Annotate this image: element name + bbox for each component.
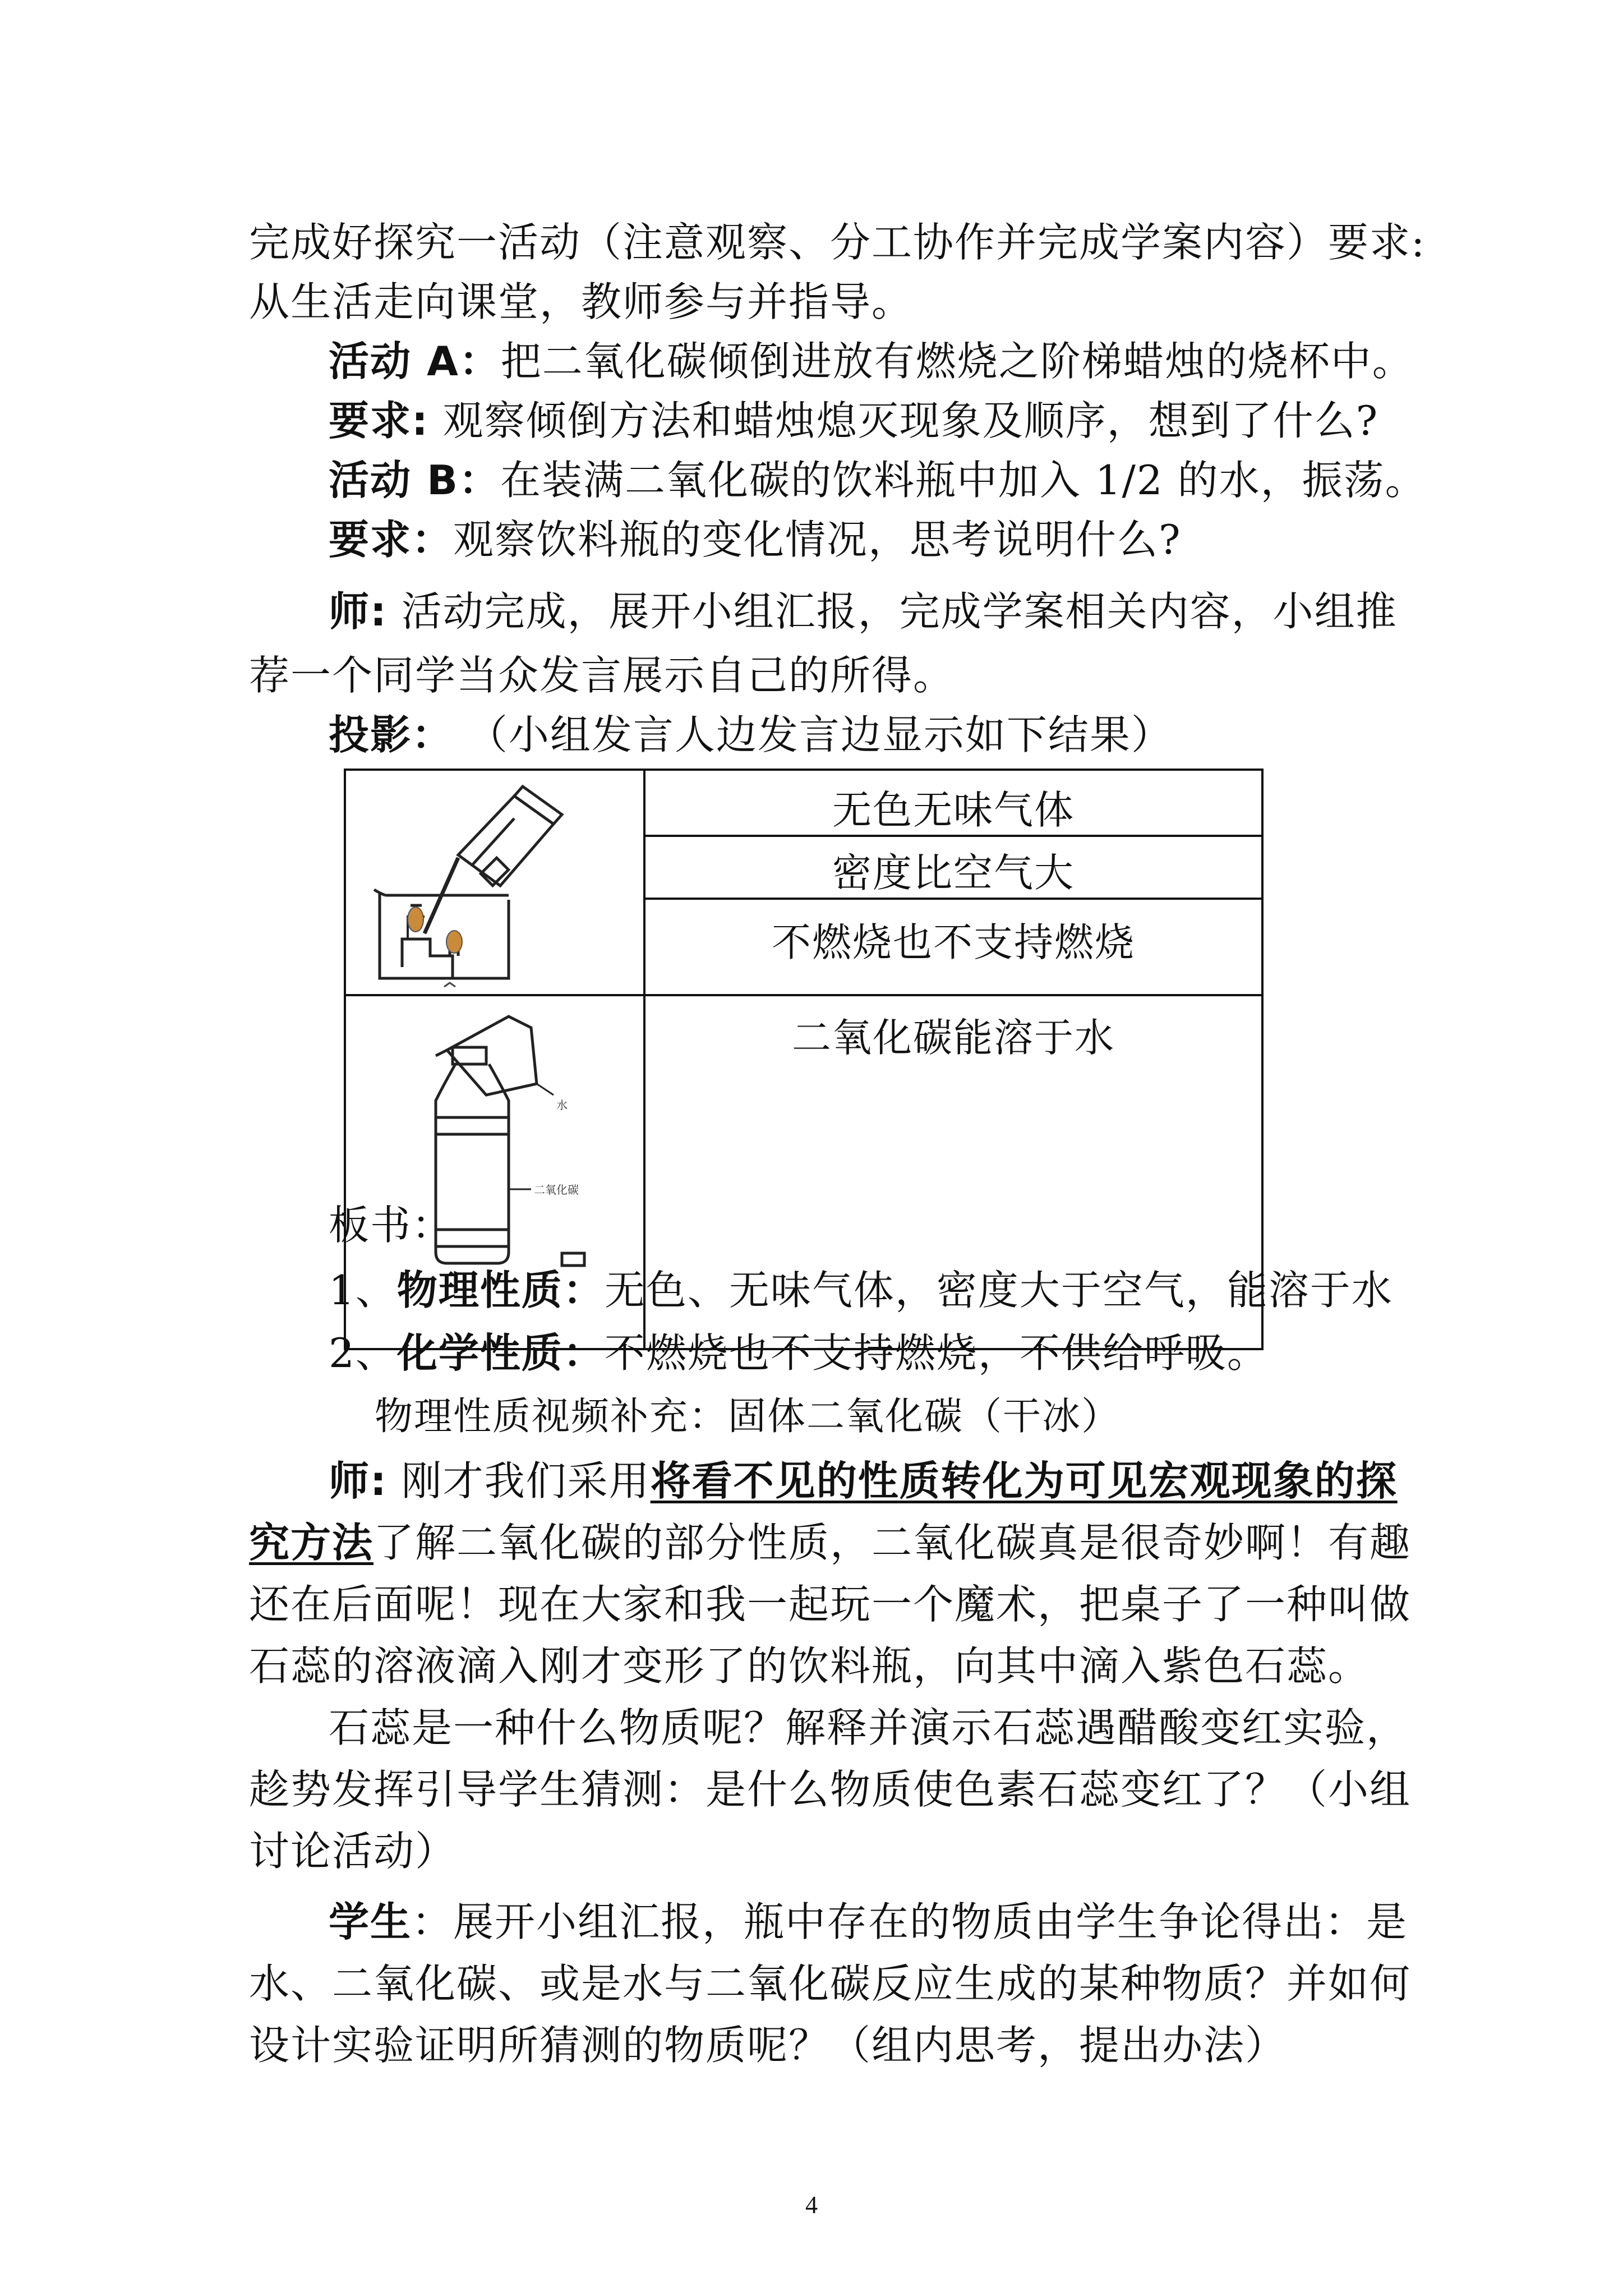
table-cell: 二氧化碳能溶于水 bbox=[792, 1015, 1115, 1061]
projection-label: 投影： bbox=[329, 711, 454, 758]
page-number: 4 bbox=[805, 2191, 818, 2219]
activity-b-label: 活动 B： bbox=[329, 457, 500, 504]
requirement-b bbox=[329, 510, 1484, 569]
requirement-a-label: 要求: bbox=[329, 397, 429, 444]
projection-line bbox=[329, 706, 1484, 764]
requirement-a bbox=[329, 392, 1484, 450]
paragraph-line: 水、二氧化碳、或是水与二氧化碳反应生成的某种物质？并如何 bbox=[249, 1960, 1412, 2007]
teacher-text: 了解二氧化碳的部分性质，二氧化碳真是很奇妙啊！有趣 bbox=[374, 1519, 1412, 1566]
table-cell: 密度比空气大 bbox=[832, 850, 1075, 896]
requirement-b-text: 观察饮料瓶的变化情况，思考说明什么? bbox=[453, 516, 1182, 563]
candle-experiment-image bbox=[346, 771, 645, 994]
candle-beaker-illustration bbox=[346, 771, 643, 994]
activity-a-text: 把二氧化碳倾倒进放有燃烧之阶梯蜡烛的烧杯中。 bbox=[500, 338, 1414, 385]
projection-text: （小组发言人边发言边显示如下结果） bbox=[453, 711, 1173, 758]
paragraph-line: 石蕊是一种什么物质呢？解释并演示石蕊遇醋酸变红实验， bbox=[329, 1704, 1408, 1751]
table-cell: 无色无味气体 bbox=[832, 787, 1075, 833]
teacher-text: 刚才我们采用 bbox=[387, 1457, 651, 1504]
bottle-label-co2: 二氧化碳 bbox=[534, 1183, 579, 1197]
chemical-label: 化学性质： bbox=[396, 1329, 605, 1377]
paragraph-line: 从生活走向课堂，教师参与并指导。 bbox=[249, 278, 914, 325]
paragraph-line: 设计实验证明所猜测的物质呢？（组内思考，提出办法） bbox=[249, 2022, 1287, 2069]
teacher-label: 师: bbox=[329, 588, 388, 635]
bottle-label-water: 水 bbox=[556, 1098, 568, 1112]
paragraph-line bbox=[249, 1513, 1412, 1572]
paragraph-line: 完成好探究一活动（注意观察、分工协作并完成学案内容）要求: bbox=[249, 219, 1426, 266]
student-line bbox=[329, 1893, 1484, 1951]
requirement-b-label: 要求： bbox=[329, 516, 454, 563]
physical-text: 无色、无味气体，密度大于空气，能溶于水 bbox=[604, 1267, 1393, 1314]
activity-a bbox=[329, 332, 1484, 390]
activity-b-text: 在装满二氧化碳的饮料瓶中加入 1/2 的水，振荡。 bbox=[500, 457, 1427, 504]
physical-properties bbox=[329, 1261, 1484, 1319]
chemical-properties bbox=[329, 1324, 1484, 1382]
table-cell: 不燃烧也不支持燃烧 bbox=[772, 919, 1135, 965]
teacher-line-2 bbox=[329, 1452, 1484, 1510]
board-label: 板书： bbox=[329, 1202, 454, 1249]
method-highlight: 究方法 bbox=[249, 1519, 374, 1566]
paragraph-line: 还在后面呢！现在大家和我一起玩一个魔术，把桌子了一种叫做 bbox=[249, 1581, 1412, 1628]
paragraph-line: 石蕊的溶液滴入刚才变形了的饮料瓶，向其中滴入紫色石蕊。 bbox=[249, 1642, 1370, 1690]
item-number: 1、 bbox=[329, 1267, 397, 1314]
paragraph-line: 趁势发挥引导学生猜测：是什么物质使色素石蕊变红了？（小组 bbox=[249, 1766, 1412, 1813]
method-highlight: 将看不见的性质转化为可见宏观现象的探 bbox=[650, 1457, 1398, 1504]
physical-label: 物理性质： bbox=[396, 1267, 605, 1314]
paragraph-line: 荐一个同学当众发言展示自己的所得。 bbox=[249, 652, 955, 699]
chemical-text: 不燃烧也不支持燃烧，不供给呼吸。 bbox=[604, 1329, 1269, 1377]
item-number: 2、 bbox=[329, 1329, 397, 1377]
requirement-a-text: 观察倾倒方法和蜡烛熄灭现象及顺序，想到了什么? bbox=[428, 397, 1379, 444]
teacher-text: 活动完成，展开小组汇报，完成学案相关内容，小组推 bbox=[387, 588, 1398, 635]
paragraph-line: 讨论活动） bbox=[249, 1828, 457, 1875]
student-label: 学生 bbox=[329, 1898, 412, 1945]
activity-b bbox=[329, 451, 1484, 509]
student-text: ：展开小组汇报，瓶中存在的物质由学生争论得出：是 bbox=[412, 1898, 1408, 1945]
video-supplement: 物理性质视频补充：固体二氧化碳（干冰） bbox=[375, 1395, 1121, 1439]
activity-a-label: 活动 A： bbox=[329, 338, 501, 385]
teacher-line bbox=[329, 582, 1484, 641]
teacher-label: 师: bbox=[329, 1457, 388, 1504]
